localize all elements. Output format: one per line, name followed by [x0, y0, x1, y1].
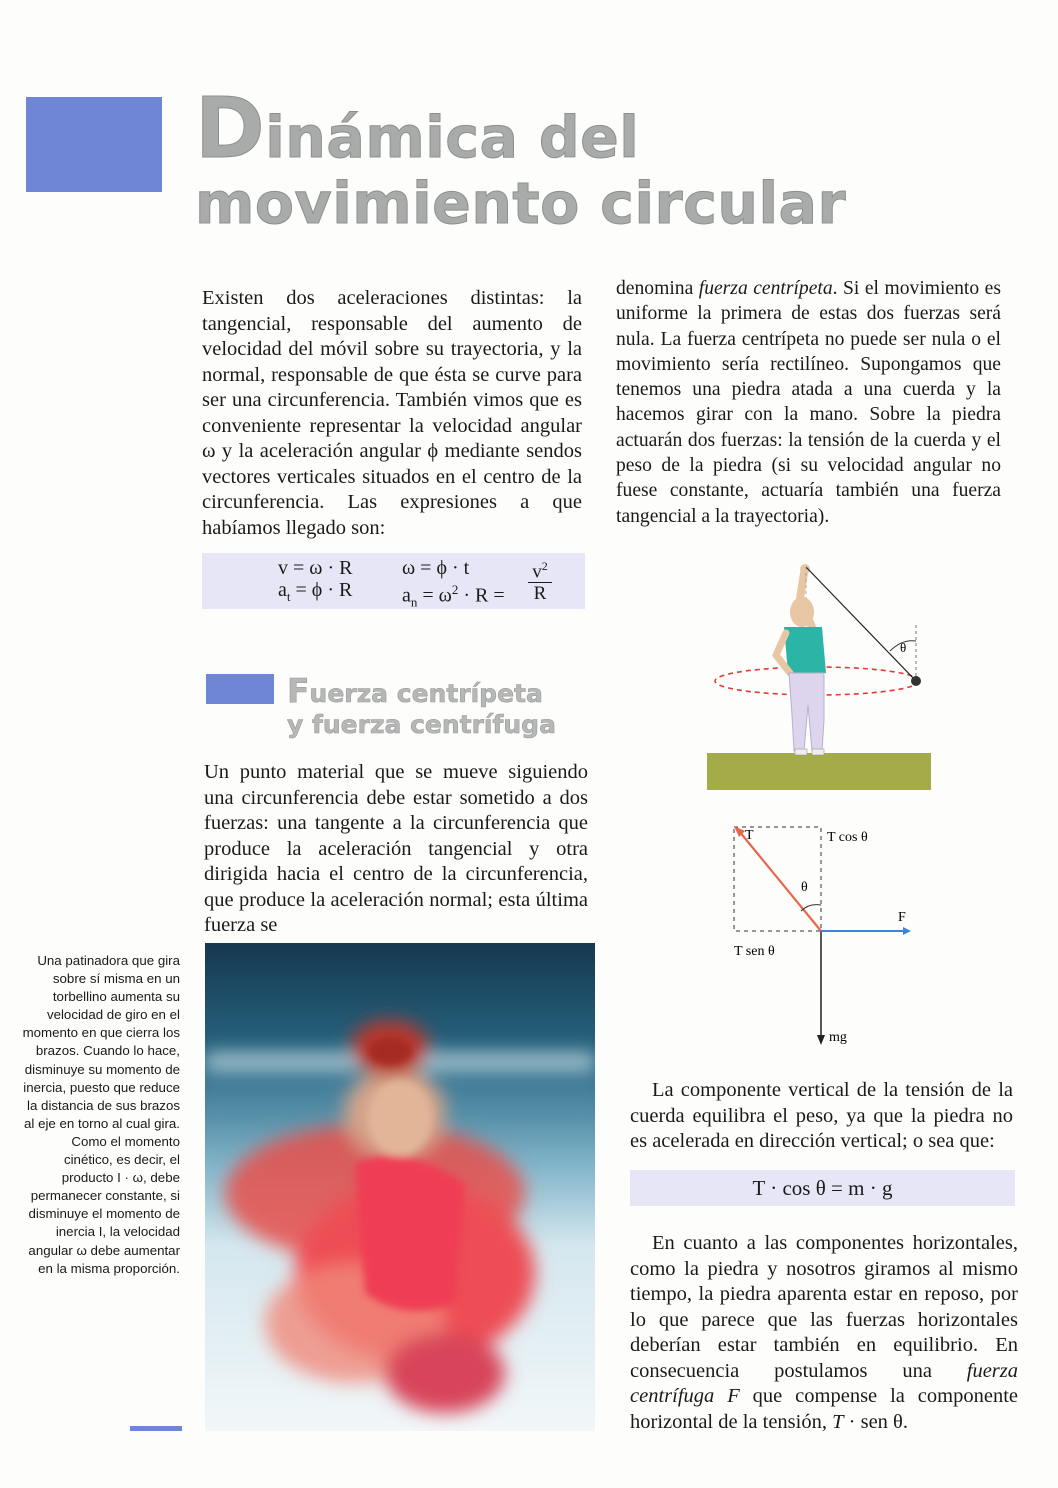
stone — [911, 676, 921, 686]
skater-photo — [205, 943, 595, 1431]
formula-omega: ω = ϕ · t — [402, 557, 470, 579]
formula-fraction: $v^2$ R — [528, 556, 552, 604]
angle-label: θ — [900, 640, 907, 655]
title-line2: movimiento circular — [195, 171, 847, 237]
label-T: T — [745, 828, 754, 843]
photo-caption: Una patinadora que gira sobre sí misma en un torbellino aumenta su velocidad de giro en el momento en que cierra los brazos. Cuando lo hace, disminuye su momento de inercia, puesto que reduce la distancia de sus brazos al eje en torno al cual gira. Como el momento cinético, es decir, el producto I · ω, debe permanecer constante, si disminuye el momento de inercia I, la velocidad angular ω debe aumentar en la misma proporción. — [22, 953, 180, 1276]
label-Tsen: T sen θ — [734, 944, 775, 959]
vertical-paragraph: La componente vertical de la tensión de la cuerda equilibra el peso, ya que la piedra no es acelerada en dirección vertical; o sea que: — [630, 1079, 1013, 1152]
formula-at: $a_t = \phi \cdot R$ — [278, 579, 353, 604]
label-Tcos: T cos θ — [827, 830, 868, 845]
torso — [784, 627, 826, 673]
formula-an: $a_n = \omega^2 \cdot R$ = — [402, 582, 505, 610]
title-accent-bar — [26, 97, 162, 192]
section-title: Fuerza centrípeta y fuerza centrífuga — [287, 671, 556, 739]
section-paragraph: Un punto material que se mueve siguiendo una circunferencia debe estar sometido a dos fuerzas: una tangente a la circunferencia que produce la aceleración tangencial y otra dirigida hacia el centro de la circunferencia, que produce la aceleración normal; esta última fuerza se — [204, 761, 588, 936]
figure-force-diagram — [715, 815, 925, 1050]
right-paragraph: denomina fuerza centrípeta. Si el movimiento es uniforme la primera de estas dos fuerzas será nula. La fuerza centrípeta no puede ser nula o el movimiento sería rectilíneo. Supongamos que tenemos una piedra atada a una cuerda y la hacemos girar con la mano. Sobre la piedra actuarán dos fuerzas: la tensión de la cuerda y el peso de la piedra (si su velocidad angular no fuese constante, actuaría también una fuerza tangencial a la trayectoria). — [616, 278, 1001, 527]
intro-paragraph: Existen dos aceleraciones distintas: la tangencial, responsable del aumento de velocidad del móvil sobre su trayectoria, y la normal, responsable de que ésta se curve para ser una circunferencia. También vimos que es conveniente representar la velocidad angular ω y la aceleración angular ϕ mediante sendos vectores verticales situados en el centro de la circunferencia. Las expresiones a que habíamos llegado son: — [202, 287, 582, 539]
figure-person-swinging — [700, 555, 940, 795]
section-accent-bar — [206, 674, 274, 704]
ground — [707, 753, 931, 790]
final-paragraph: En cuanto a las componentes horizontales, como la piedra y nosotros giramos al mismo tiempo, la piedra aparenta estar en reposo, por lo que parece que las fuerzas horizontales deberían estar también en equilibrio. En consecuencia postulamos una fuerza centrífuga F que compense la componente horizontal de la tensión, T · sen θ. — [630, 1232, 1018, 1433]
equation-box — [630, 1170, 1015, 1206]
label-mg: mg — [829, 1030, 847, 1045]
tension-vector — [739, 831, 821, 931]
page-title — [195, 79, 847, 237]
title-drop-letter: D — [195, 79, 266, 177]
equation: T · cos θ = m · g — [752, 1176, 893, 1200]
legs — [789, 673, 824, 751]
label-theta: θ — [801, 880, 808, 895]
label-F: F — [898, 910, 906, 925]
formula-v: v = ω · R — [278, 557, 353, 579]
head — [790, 597, 814, 627]
title-line1: inámica del — [265, 105, 640, 171]
caption-rule — [130, 1426, 182, 1431]
